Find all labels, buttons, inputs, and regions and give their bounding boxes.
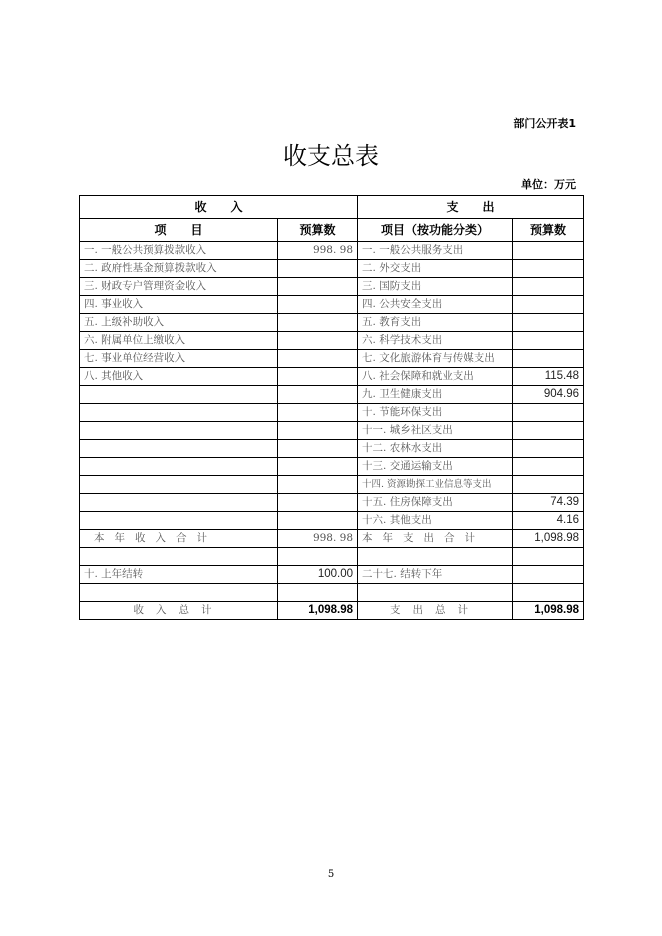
blank-cell <box>278 584 358 602</box>
blank-cell <box>358 548 513 566</box>
expense-carry-amount <box>513 566 584 584</box>
table-row <box>80 458 584 476</box>
table-row <box>80 476 584 494</box>
income-amount-cell <box>278 314 358 332</box>
expense-amount-cell <box>513 404 584 422</box>
blank-cell <box>513 548 584 566</box>
income-item-cell: 二. 政府性基金预算拨款收入 <box>80 260 278 278</box>
income-amount-cell: 998. 98 <box>278 242 358 260</box>
table-row <box>80 512 584 530</box>
expense-item-cell: 九. 卫生健康支出 <box>358 386 513 404</box>
grand-total-row <box>80 602 584 620</box>
expense-amount-cell: 74.39 <box>513 494 584 512</box>
expense-amount-cell: 115.48 <box>513 368 584 386</box>
column-header-row <box>80 219 584 242</box>
income-item-cell: 四. 事业收入 <box>80 296 278 314</box>
table-row <box>80 278 584 296</box>
page-title: 收支总表 <box>283 142 379 170</box>
expense-amount-cell <box>513 260 584 278</box>
expense-amount-header: 预算数 <box>513 219 584 242</box>
table-row <box>80 260 584 278</box>
expense-carry-label: 二十七. 结转下年 <box>358 566 513 584</box>
expense-item-cell: 八. 社会保障和就业支出 <box>358 368 513 386</box>
expense-item-cell: 四. 公共安全支出 <box>358 296 513 314</box>
table-row <box>80 314 584 332</box>
income-amount-cell <box>278 494 358 512</box>
blank-cell <box>80 548 278 566</box>
blank-cell <box>80 584 278 602</box>
page-number: 5 <box>327 869 335 880</box>
income-item-cell: 三. 财政专户管理资金收入 <box>80 278 278 296</box>
group-header-row <box>80 196 584 219</box>
income-item-cell <box>80 512 278 530</box>
income-item-cell <box>80 476 278 494</box>
income-item-cell: 一. 一般公共预算拨款收入 <box>80 242 278 260</box>
expense-item-cell: 十六. 其他支出 <box>358 512 513 530</box>
expense-item-cell: 七. 文化旅游体育与传媒支出 <box>358 350 513 368</box>
expense-amount-cell <box>513 350 584 368</box>
expense-amount-cell <box>513 296 584 314</box>
income-amount-cell <box>278 260 358 278</box>
income-year-total-label: 本年收入合计 <box>80 530 278 548</box>
expense-header: 支 出 <box>358 196 584 219</box>
income-item-cell: 六. 附属单位上缴收入 <box>80 332 278 350</box>
income-grand-total-label: 收入总计 <box>80 602 278 620</box>
table-row <box>80 296 584 314</box>
income-item-cell: 七. 事业单位经营收入 <box>80 350 278 368</box>
income-amount-cell <box>278 278 358 296</box>
blank-row <box>80 548 584 566</box>
income-amount-cell <box>278 368 358 386</box>
expense-item-cell: 十二. 农林水支出 <box>358 440 513 458</box>
expense-item-cell: 五. 教育支出 <box>358 314 513 332</box>
income-amount-cell <box>278 332 358 350</box>
table-row <box>80 404 584 422</box>
expense-amount-cell: 904.96 <box>513 386 584 404</box>
table-row <box>80 422 584 440</box>
income-item-cell <box>80 386 278 404</box>
income-carry-amount: 100.00 <box>278 566 358 584</box>
expense-grand-total-amount: 1,098.98 <box>513 602 584 620</box>
expense-item-cell: 一. 一般公共服务支出 <box>358 242 513 260</box>
expense-item-cell: 三. 国防支出 <box>358 278 513 296</box>
table-tag: 部门公开表1 <box>513 117 576 130</box>
expense-item-cell: 十一. 城乡社区支出 <box>358 422 513 440</box>
expense-amount-cell <box>513 440 584 458</box>
expense-amount-cell <box>513 314 584 332</box>
blank-cell <box>278 548 358 566</box>
expense-amount-cell <box>513 422 584 440</box>
income-amount-cell <box>278 404 358 422</box>
table-row <box>80 440 584 458</box>
income-amount-cell <box>278 350 358 368</box>
expense-amount-cell <box>513 278 584 296</box>
income-item-cell <box>80 494 278 512</box>
expense-item-cell: 十三. 交通运输支出 <box>358 458 513 476</box>
expense-amount-cell: 4.16 <box>513 512 584 530</box>
table-row <box>80 242 584 260</box>
blank-cell <box>358 584 513 602</box>
blank-cell <box>513 584 584 602</box>
table-row <box>80 368 584 386</box>
income-item-cell <box>80 422 278 440</box>
expense-year-total-amount: 1,098.98 <box>513 530 584 548</box>
income-item-cell <box>80 458 278 476</box>
expense-item-cell: 十四. 资源勘探工业信息等支出 <box>358 476 513 494</box>
income-amount-cell <box>278 422 358 440</box>
income-amount-cell <box>278 440 358 458</box>
income-carry-label: 十. 上年结转 <box>80 566 278 584</box>
expense-item-cell: 六. 科学技术支出 <box>358 332 513 350</box>
expense-item-cell: 十五. 住房保障支出 <box>358 494 513 512</box>
table-row <box>80 332 584 350</box>
table-row <box>80 350 584 368</box>
expense-item-cell: 十. 节能环保支出 <box>358 404 513 422</box>
expense-item-header: 项目（按功能分类） <box>358 219 513 242</box>
income-item-cell <box>80 440 278 458</box>
expense-amount-cell <box>513 458 584 476</box>
income-item-header: 项 目 <box>80 219 278 242</box>
income-item-cell: 五. 上级补助收入 <box>80 314 278 332</box>
blank-row <box>80 584 584 602</box>
expense-item-cell: 二. 外交支出 <box>358 260 513 278</box>
unit-label: 单位：万元 <box>521 178 576 191</box>
income-amount-cell <box>278 476 358 494</box>
expense-grand-total-label: 支出总计 <box>358 602 513 620</box>
expense-amount-cell <box>513 332 584 350</box>
income-expense-table <box>79 195 584 620</box>
income-amount-cell <box>278 458 358 476</box>
expense-amount-cell <box>513 242 584 260</box>
income-amount-cell <box>278 386 358 404</box>
income-year-total-amount: 998. 98 <box>278 530 358 548</box>
income-item-cell: 八. 其他收入 <box>80 368 278 386</box>
income-amount-cell <box>278 296 358 314</box>
income-item-cell <box>80 404 278 422</box>
carry-over-row <box>80 566 584 584</box>
table-row <box>80 386 584 404</box>
table-row <box>80 494 584 512</box>
income-amount-header: 预算数 <box>278 219 358 242</box>
year-total-row <box>80 530 584 548</box>
expense-year-total-label: 本年支出合计 <box>358 530 513 548</box>
income-grand-total-amount: 1,098.98 <box>278 602 358 620</box>
income-amount-cell <box>278 512 358 530</box>
expense-amount-cell <box>513 476 584 494</box>
income-header: 收 入 <box>80 196 358 219</box>
